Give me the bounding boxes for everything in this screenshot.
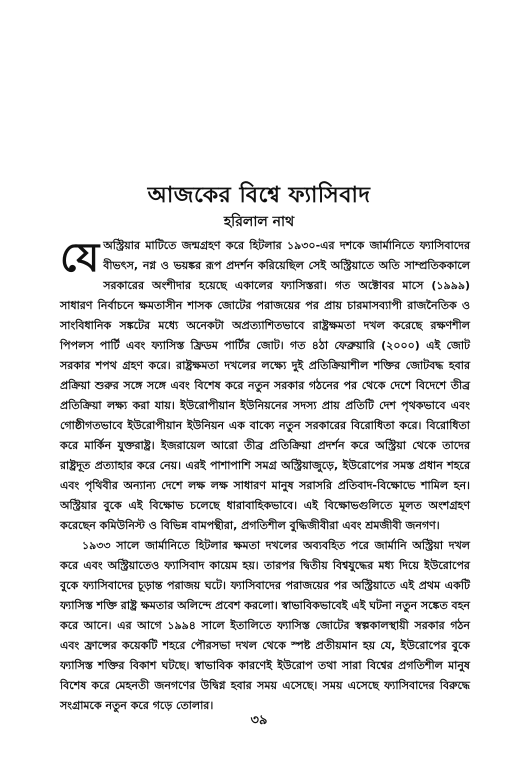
chapter-title: আজকের বিশ্বে ফ্যাসিবাদ [147, 183, 371, 208]
paragraph-1-text: অস্ট্রিয়ার মাটিতে জন্মগ্রহণ করে হিটলার ১৯৩০-এর দশকে জার্মানিতে ফ্যাসিবাদের বীভৎস, নগ্ন ও ভয়ঙ্কর রূপ প্রদর্শন করিয়েছিল সেই অস্ট্রিয়াতে অতি সাম্প্রতিককালে সরকারের অংশীদার হয়েছে একালের ফ্যাসিস্তরা। গত অক্টোবর মাসে (১৯৯৯) সাধারণ নির্বাচনে ক্ষমতাসীন শাসক জোটের পরাজয়ের পর প্রায় চারমাসব্যাপী রাজনৈতিক ও সাংবিধানিক সঙ্কটের মধ্যে অনেকটা অপ্রত্যাশিতভাবে রাষ্ট্রক্ষমতা দখল করেছে রক্ষণশীল পিপলস পার্টি এবং ফ্যাসিস্ত ফ্রিডম পার্টির জোট। গত ৪ঠা ফেব্রুয়ারি (২০০০) এই জোট সরকার শপথ গ্রহণ করে। রাষ্ট্রক্ষমতা দখলের লক্ষ্যে দুই প্রতিক্রিয়াশীল শক্তির জোটবদ্ধ হবার প্রক্রিয়া শুরুর সঙ্গে সঙ্গে এবং বিশেষ করে নতুন সরকার গঠনের পর থেকে দেশে বিদেশে তীব্র প্রতিক্রিয়া লক্ষ্য করা যায়। ইউরোপীয়ান ইউনিয়নের সদস্য প্রায় প্রতিটি দেশ পৃথকভাবে এবং গোষ্ঠীগতভাবে ইউরোপীয়ান ইউনিয়ন এক বাক্যে নতুন সরকারের বিরোধিতা করে। বিরোধিতা করে মার্কিন যুক্তরাষ্ট্র। ইজরায়েল আরো তীব্র প্রতিক্রিয়া প্রদর্শন করে অস্ট্রিয়া থেকে তাদের রাষ্ট্রদূত প্রত্যাহার করে নেয়। এরই পাশাপাশি সমগ্র অস্ট্রিয়াজুড়ে, ইউরোপের সমস্ত প্রধান শহরে এবং পৃথিবীর অন্যান্য দেশে লক্ষ লক্ষ সাধারণ মানুষ সরাসরি প্রতিবাদ-বিক্ষোভে শামিল হন। অস্ট্রিয়ার বুকে এই বিক্ষোভ চলেছে ধারাবাহিকভাবে। এই বিক্ষোভগুলিতে মূলত অংশগ্রহণ করেছেন কমিউনিস্ট ও বিভিন্ন বামপন্থীরা, প্রগতিশীল বুদ্ধিজীবীরা এবং শ্রমজীবী জনগণ। [60, 239, 470, 532]
paragraph-2: ১৯৩৩ সালে জার্মানিতে হিটলার ক্ষমতা দখলের অব্যবহিত পরে জার্মানি অস্ট্রিয়া দখল করে এবং অস্ট্রিয়াতেও ফ্যাসিবাদ কায়েম হয়। তারপর দ্বিতীয় বিশ্বযুদ্ধের মধ্য দিয়ে ইউরোপের বুকে ফ্যাসিবাদের চূড়ান্ত পরাজয় ঘটে। ফ্যাসিবাদের পরাজয়ের পর অস্ট্রিয়াতে এই প্রথম একটি ফ্যাসিস্ত শক্তি রাষ্ট্র ক্ষমতার অলিন্দে প্রবেশ করলো। স্বাভাবিকভাবেই এই ঘটনা নতুন সঙ্কেত বহন করে আনে। এর আগে ১৯৯৪ সালে ইতালিতে ফ্যাসিস্ত জোটের স্বল্পকালস্থায়ী সরকার গঠন এবং ফ্রান্সের কয়েকটি শহরে পৌরসভা দখল থেকে স্পষ্ট প্রতীয়মান হয় যে, ইউরোপের বুকে ফ্যাসিস্ত শক্তির বিকাশ ঘটছে। স্বাভাবিক কারণেই ইউরোপ তথা সারা বিশ্বের প্রগতিশীল মানুষ বিশেষ করে মেহনতী জনগণের উদ্বিগ্ন হবার সময় এসেছে। সময় এসেছে ফ্যাসিবাদের বিরুদ্ধে সংগ্রামকে নতুন করে গড়ে তোলার। [60, 539, 470, 712]
page-number: ৩৯ [250, 713, 268, 728]
author-name: হরিলাল নাথ [223, 214, 295, 230]
body-text [60, 236, 470, 716]
drop-cap: যে [60, 235, 100, 281]
paragraph-1 [60, 236, 470, 536]
